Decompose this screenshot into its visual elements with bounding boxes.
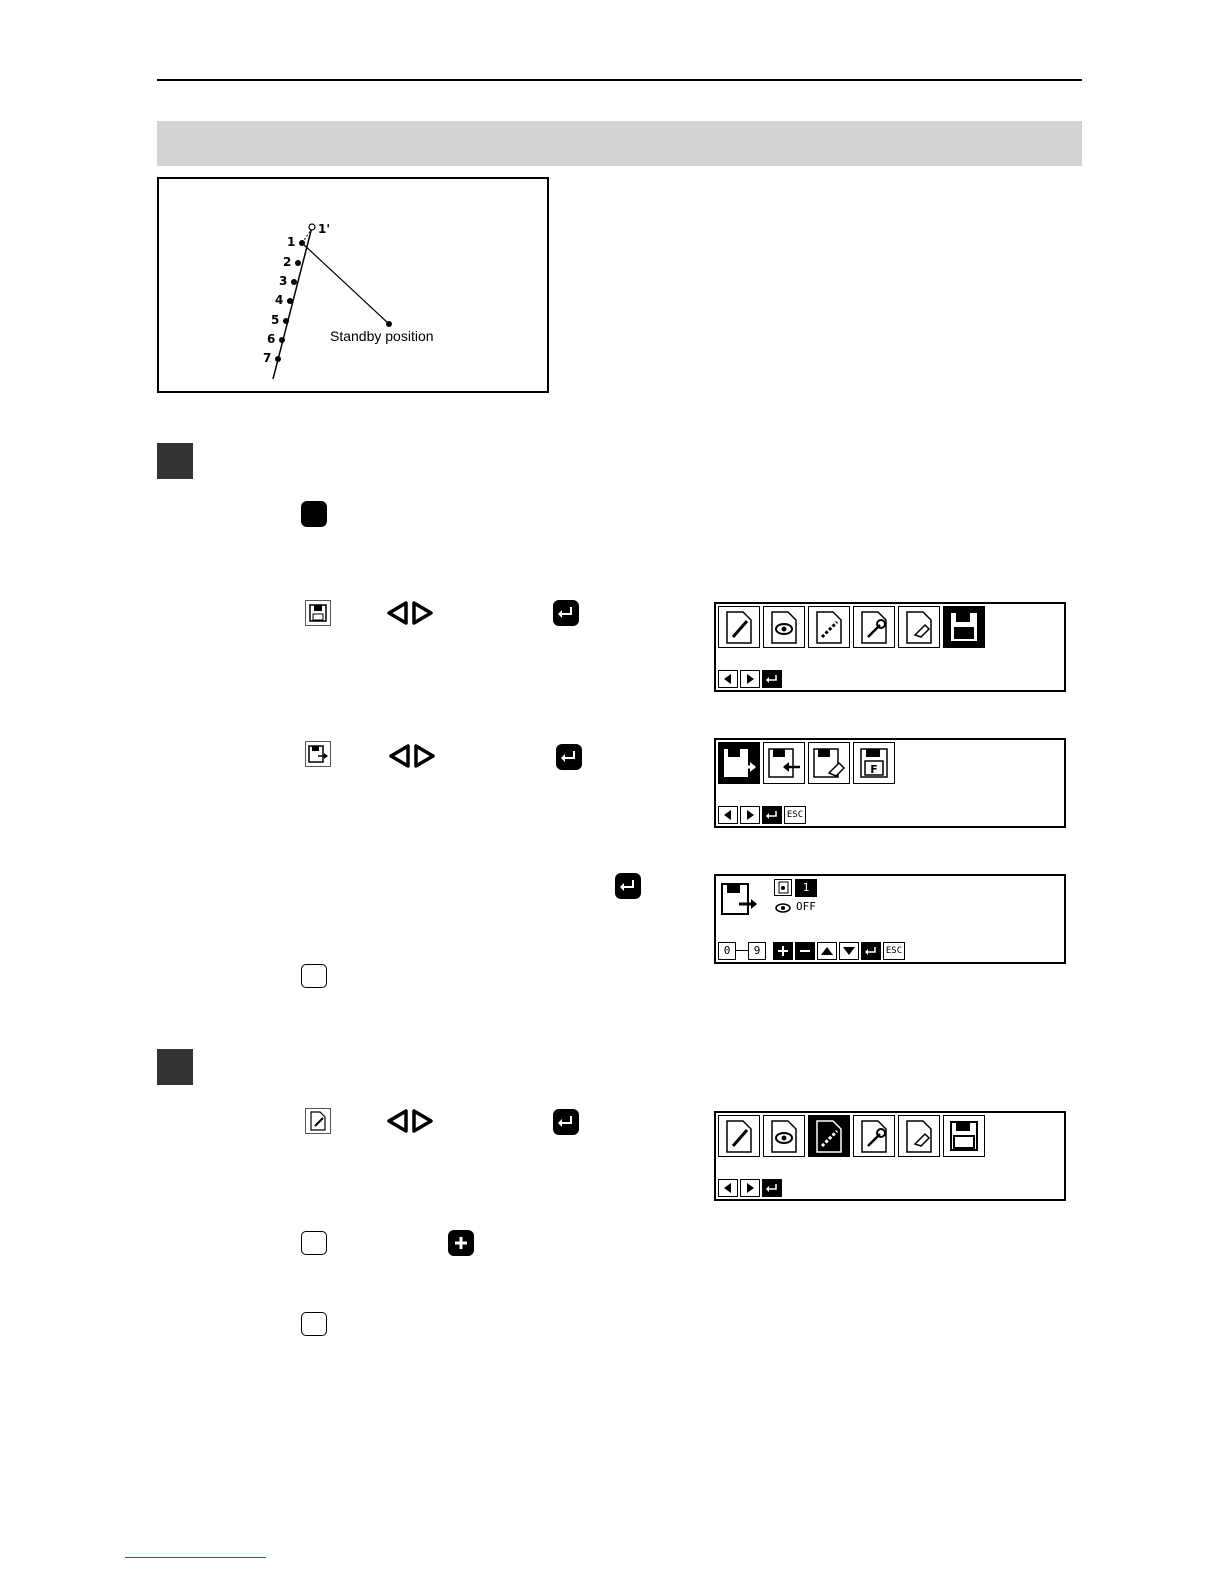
- start-point-marker: [309, 224, 315, 230]
- enter-key-2: [762, 806, 782, 824]
- standby-position-label: Standby position: [330, 328, 434, 344]
- step-marker-1: [157, 443, 193, 479]
- program-doc-icon: [808, 606, 850, 648]
- left-right-arrows-icon: [386, 600, 434, 631]
- edit-doc-icon-2: [718, 1115, 760, 1157]
- stitch-point-6: [279, 337, 285, 343]
- range-dash: [736, 950, 748, 951]
- format-floppy-icon: [853, 742, 895, 784]
- point-label-3: 3: [279, 274, 288, 288]
- minus-key: [795, 942, 815, 960]
- lcd-panel-main-menu: [714, 602, 1066, 692]
- digit-nine-key: 9: [748, 942, 766, 960]
- esc-key-2: ESC: [883, 942, 905, 960]
- point-label-2: 2: [283, 255, 292, 269]
- stitch-point-5: [283, 318, 289, 324]
- program-doc-icon-2: [808, 1115, 850, 1157]
- left-right-arrows-icon-2: [388, 743, 436, 774]
- floppy-menu-icon: [943, 606, 985, 648]
- wrench-doc-icon-2: [853, 1115, 895, 1157]
- plus-key: [773, 942, 793, 960]
- program-number-value: 1: [795, 879, 817, 897]
- up-arrow-key: [817, 942, 837, 960]
- enter-key-4: [762, 1179, 782, 1197]
- wrench-doc-icon: [853, 606, 895, 648]
- standby-point-marker: [386, 321, 392, 327]
- down-arrow-key: [839, 942, 859, 960]
- erase-doc-icon-2: [898, 1115, 940, 1157]
- left-arrow-key-2: [718, 806, 738, 824]
- point-label-4: 4: [275, 293, 284, 307]
- eye-icon: [774, 899, 792, 916]
- enter-key-icon-2: [556, 744, 582, 770]
- sewing-path-figure: [157, 177, 549, 393]
- floppy-icon: [305, 600, 331, 626]
- left-right-arrows-icon-3: [386, 1108, 434, 1139]
- load-in-icon: [763, 742, 805, 784]
- esc-key: ESC: [784, 806, 806, 824]
- view-status-value: OFF: [796, 900, 816, 913]
- link-underline: [125, 1557, 266, 1558]
- view-doc-icon-2: [763, 1115, 805, 1157]
- point-label-1: 1: [287, 235, 296, 249]
- save-out-large-icon: [718, 878, 760, 920]
- white-key-icon-2: [301, 1231, 327, 1255]
- sewing-path-diagram: [159, 179, 551, 395]
- program-number-icon: [774, 879, 792, 896]
- lcd-panel-save-menu: [714, 738, 1066, 828]
- erase-floppy-icon: [808, 742, 850, 784]
- enter-key-icon-4: [553, 1109, 579, 1135]
- right-arrow-key-3: [740, 1179, 760, 1197]
- erase-doc-icon: [898, 606, 940, 648]
- left-arrow-key-3: [718, 1179, 738, 1197]
- stitch-point-1: [299, 240, 305, 246]
- right-arrow-key-2: [740, 806, 760, 824]
- section-heading-band: [157, 121, 1082, 166]
- white-key-icon: [301, 964, 327, 988]
- lcd-panel-save-number: [714, 874, 1066, 964]
- black-key-icon: [301, 501, 327, 527]
- edit-doc-icon: [718, 606, 760, 648]
- stitch-point-2: [295, 260, 301, 266]
- view-doc-icon: [763, 606, 805, 648]
- point-label-6: 6: [267, 332, 276, 346]
- plus-key-icon: [448, 1230, 474, 1256]
- floppy-out-icon: [305, 741, 331, 767]
- svg-text:F: F: [870, 763, 878, 776]
- stitch-point-3: [291, 279, 297, 285]
- point-label-7: 7: [263, 351, 272, 365]
- step-marker-2: [157, 1049, 193, 1085]
- save-out-icon: [718, 742, 760, 784]
- lcd-panel-main-menu-2: [714, 1111, 1066, 1201]
- enter-key-icon-3: [615, 873, 641, 899]
- white-key-icon-3: [301, 1312, 327, 1336]
- stitch-point-7: [275, 356, 281, 362]
- enter-key-icon: [553, 600, 579, 626]
- right-arrow-key: [740, 670, 760, 688]
- point-label-5: 5: [271, 313, 280, 327]
- pen-doc-icon: [305, 1108, 331, 1134]
- header-rule: [157, 79, 1082, 81]
- left-arrow-key: [718, 670, 738, 688]
- floppy-menu-icon-2: [943, 1115, 985, 1157]
- digit-zero-key: 0: [718, 942, 736, 960]
- enter-key-3: [861, 942, 881, 960]
- stitch-point-4: [287, 298, 293, 304]
- enter-key: [762, 670, 782, 688]
- start-point-label: 1': [318, 222, 331, 236]
